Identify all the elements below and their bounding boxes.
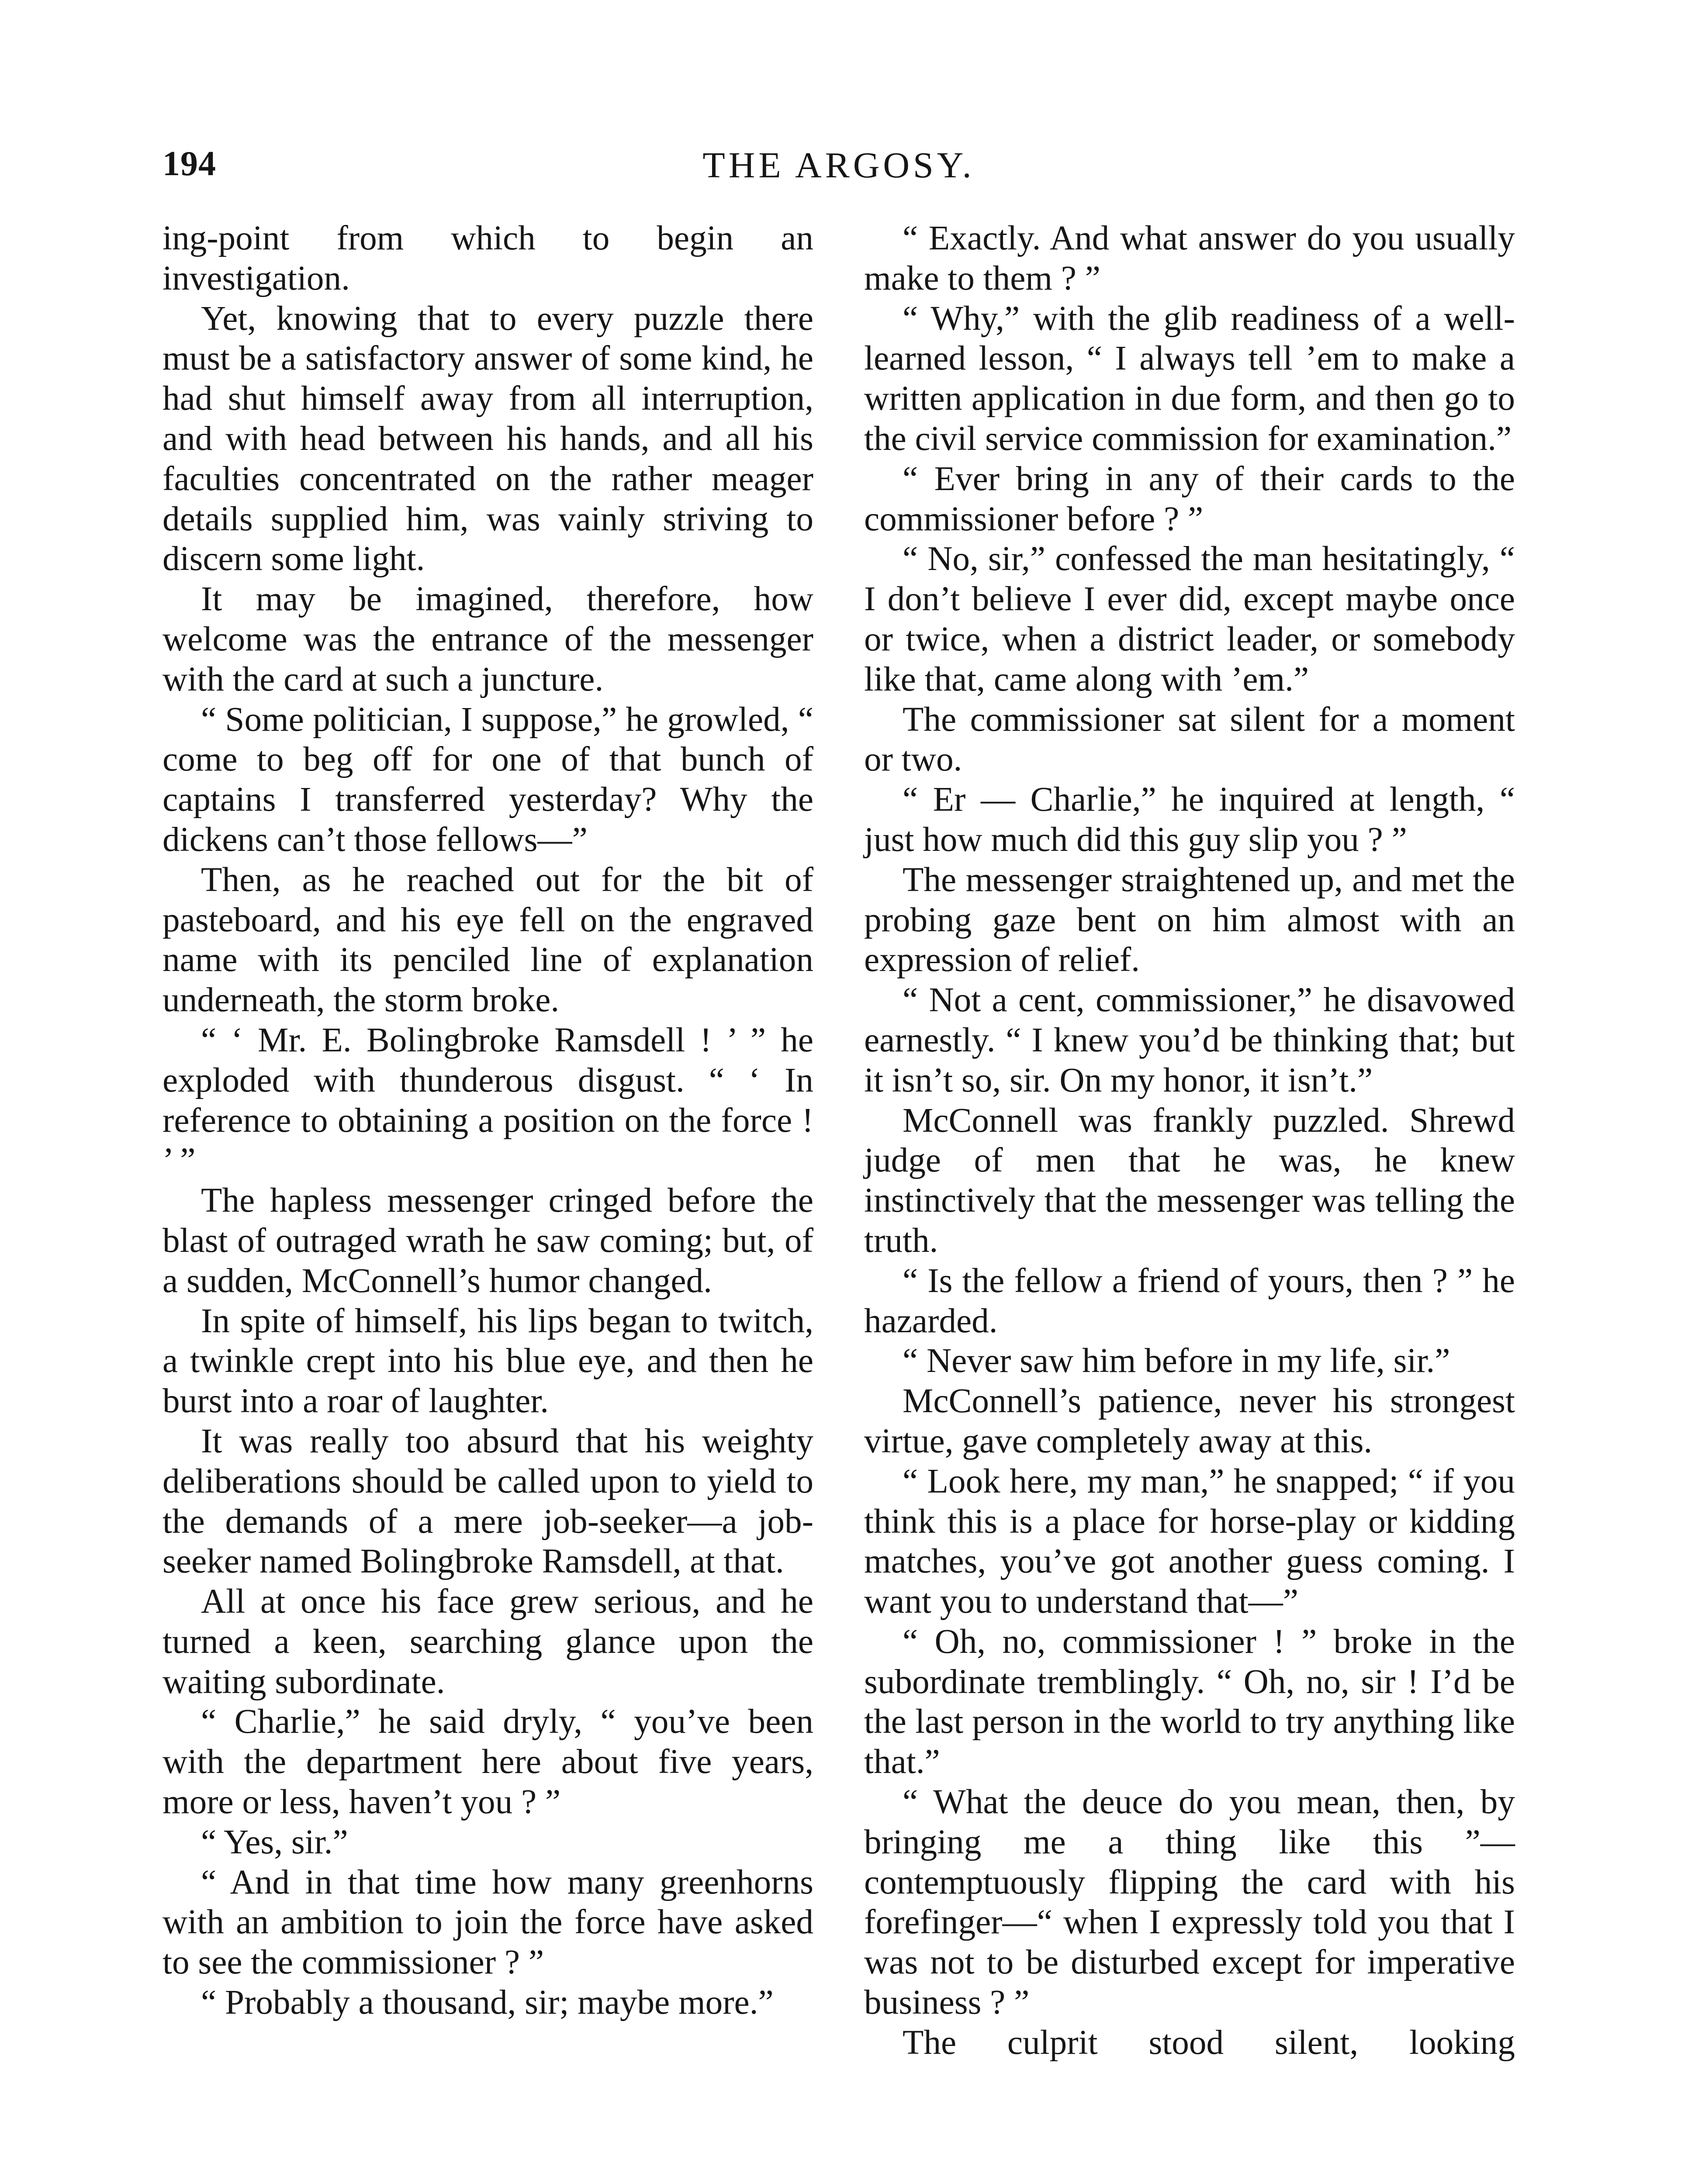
paragraph: All at once his face grew serious, and he turned a keen, searching glance upon the waiting subordinate. — [163, 1582, 813, 1701]
paragraph: The culprit stood silent, looking — [903, 2023, 1515, 2062]
page-number: 194 — [163, 145, 216, 183]
paragraph: “ No, sir,” confessed the man hesitatingly, “ I don’t believe I ever did, except maybe once or twice, when a district leader, or somebody like that, came along with ’em.” — [864, 539, 1515, 698]
paragraph: The hapless messenger cringed before the blast of outraged wrath he saw coming; but, of a sudden, McConnell’s humor changed. — [163, 1181, 813, 1300]
page-header — [163, 144, 1515, 197]
paragraph: “ Ever bring in any of their cards to the commissioner before ? ” — [864, 459, 1515, 538]
paragraph: “ What the deuce do you mean, then, by bringing me a thing like this ”— contemptuously flipping the card with his forefinger—“ when I expressly told you that I was not to be disturbed except for imperative business ? ” — [864, 1783, 1515, 2022]
paragraph: Yet, knowing that to every puzzle there must be a satisfactory answer of some kind, he had shut himself away from all interruption, and with head between his hands, and all his faculties concentrated on the rather meager details supplied him, was vainly striving to discern some light. — [163, 299, 813, 578]
paragraph: “ Probably a thousand, sir; maybe more.” — [201, 1983, 774, 2022]
paragraph: “ ‘ Mr. E. Bolingbroke Ramsdell ! ’ ” he exploded with thunderous disgust. “ ‘ In reference to obtaining a position on the force ! ’ ” — [163, 1020, 813, 1180]
paragraph: It was really too absurd that his weighty deliberations should be called upon to yield to the demands of a mere job-seeker—a job-seeker named Bolingbroke Ramsdell, at that. — [163, 1421, 813, 1581]
paragraph: In spite of himself, his lips began to twitch, a twinkle crept into his blue eye, and then he burst into a roar of laughter. — [163, 1301, 813, 1420]
paragraph: “ And in that time how many greenhorns with an ambition to join the force have asked to see the commissioner ? ” — [163, 1863, 813, 1982]
paragraph: “ Er — Charlie,” he inquired at length, “ just how much did this guy slip you ? ” — [864, 780, 1515, 859]
paragraph: “ Never saw him before in my life, sir.” — [903, 1341, 1450, 1380]
paragraph: Then, as he reached out for the bit of pasteboard, and his eye fell on the engraved name with its penciled line of explanation underneath, the storm broke. — [163, 860, 813, 1019]
paragraph: “ Charlie,” he said dryly, “ you’ve been with the department here about five years, more or less, haven’t you ? ” — [163, 1702, 813, 1821]
paragraph: McConnell’s patience, never his strongest virtue, gave completely away at this. — [864, 1382, 1515, 1460]
left-column — [163, 218, 813, 2023]
paragraph: “ Not a cent, commissioner,” he disavowed earnestly. “ I knew you’d be thinking that; but it isn’t so, sir. On my honor, it isn’t.” — [864, 981, 1515, 1099]
paragraph: “ Why,” with the glib readiness of a well-learned lesson, “ I always tell ’em to make a written application in due form, and then go to the civil service commission for examination.” — [864, 299, 1515, 458]
paragraph: ing-point from which to begin an investigation. — [163, 219, 813, 297]
paragraph: It may be imagined, therefore, how welcome was the entrance of the messenger with the card at such a juncture. — [163, 580, 813, 698]
paragraph: “ Exactly. And what answer do you usually make to them ? ” — [864, 219, 1515, 297]
paragraph: “ Some politician, I suppose,” he growled, “ come to beg off for one of that bunch of captains I transferred yesterday? Why the dickens can’t those fellows—” — [163, 700, 813, 859]
paragraph: “ Oh, no, commissioner ! ” broke in the subordinate tremblingly. “ Oh, no, sir ! I’d be the last person in the world to try anything like that.” — [864, 1622, 1515, 1781]
paragraph: McConnell was frankly puzzled. Shrewd judge of men that he was, he knew instinctively that the messenger was telling the truth. — [864, 1101, 1515, 1260]
paragraph: “ Is the fellow a friend of yours, then ? ” he hazarded. — [864, 1261, 1515, 1340]
paragraph: The messenger straightened up, and met the probing gaze bent on him almost with an expression of relief. — [864, 860, 1515, 979]
right-column — [864, 218, 1515, 2063]
paragraph: “ Yes, sir.” — [201, 1822, 348, 1861]
running-title: THE ARGOSY. — [702, 145, 975, 186]
paragraph: “ Look here, my man,” he snapped; “ if you think this is a place for horse-play or kidding matches, you’ve got another guess coming. I want you to understand that—” — [864, 1462, 1515, 1621]
paragraph: The commissioner sat silent for a moment or two. — [864, 700, 1515, 779]
